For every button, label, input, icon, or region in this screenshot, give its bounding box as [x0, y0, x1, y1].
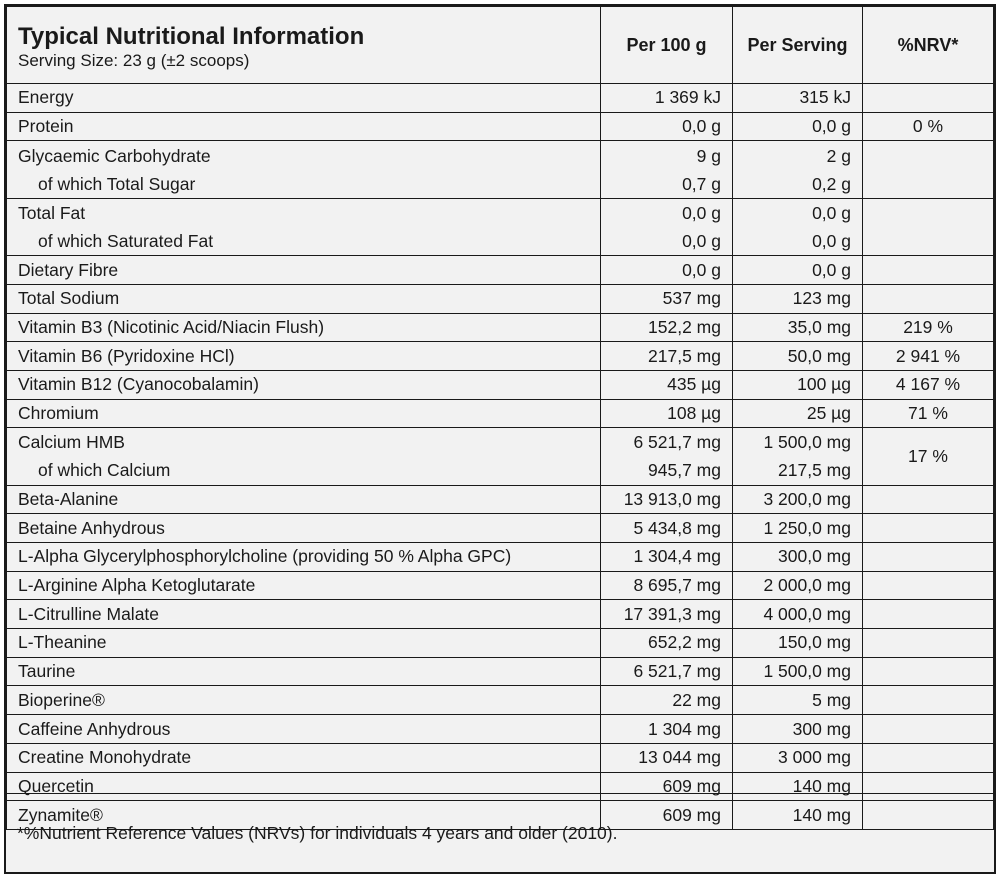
value-per-serving-cell: 2 000,0 mg — [733, 571, 863, 600]
table-row — [7, 370, 994, 399]
value-nrv-cell — [863, 629, 994, 658]
table-row — [7, 600, 994, 629]
value-per-serving-cell: 300,0 mg — [733, 543, 863, 572]
value-per-serving-cell: 140 mg — [733, 772, 863, 801]
table-row — [7, 686, 994, 715]
value-per-100g-cell: 1 369 kJ — [601, 84, 733, 113]
value-per-serving-cell — [733, 198, 863, 255]
nutrient-name-cell: Betaine Anhydrous — [7, 514, 601, 543]
column-header-per-serving: Per Serving — [733, 7, 863, 84]
value-nrv-cell — [863, 485, 994, 514]
value-per-100g-cell: 152,2 mg — [601, 313, 733, 342]
value-per-serving-cell: 1 500,0 mg — [733, 657, 863, 686]
value-per-serving-cell — [733, 141, 863, 198]
table-row — [7, 313, 994, 342]
nutrient-name-sub: of which Total Sugar — [38, 173, 196, 194]
nutrient-name-cell: L-Arginine Alpha Ketoglutarate — [7, 571, 601, 600]
table-row — [7, 428, 994, 485]
value-nrv-cell: 219 % — [863, 313, 994, 342]
column-header-nrv: %NRV* — [863, 7, 994, 84]
value-per-100g-sub: 945,7 mg — [648, 460, 721, 481]
value-nrv-cell — [863, 715, 994, 744]
nutrition-panel — [4, 4, 996, 874]
table-row — [7, 198, 994, 255]
table-row — [7, 543, 994, 572]
nutrient-name-cell — [7, 428, 601, 485]
nutrient-name-cell: Vitamin B6 (Pyridoxine HCl) — [7, 342, 601, 371]
value-per-100g-cell: 17 391,3 mg — [601, 600, 733, 629]
nutrient-name-cell: Bioperine® — [7, 686, 601, 715]
footnote: *%Nutrient Reference Values (NRVs) for individuals 4 years and older (2010). — [6, 794, 994, 873]
nutrient-name-cell: Creatine Monohydrate — [7, 743, 601, 772]
value-per-serving-cell: 0,0 g — [733, 256, 863, 285]
value-per-100g-cell: 22 mg — [601, 686, 733, 715]
value-per-100g-cell: 1 304,4 mg — [601, 543, 733, 572]
value-per-100g-cell: 8 695,7 mg — [601, 571, 733, 600]
value-per-100g-sub: 0,7 g — [682, 173, 721, 194]
nutrient-name-cell: L-Citrulline Malate — [7, 600, 601, 629]
value-nrv-cell: 0 % — [863, 112, 994, 141]
nutrient-name-cell: Vitamin B12 (Cyanocobalamin) — [7, 370, 601, 399]
value-nrv-cell — [863, 600, 994, 629]
nutrient-name: Calcium HMB — [18, 432, 125, 453]
nutrient-name-cell: Zynamite® — [7, 801, 601, 830]
value-nrv-cell — [863, 686, 994, 715]
value-nrv-cell: 71 % — [863, 399, 994, 428]
table-row — [7, 399, 994, 428]
value-per-serving: 2 g — [826, 145, 851, 166]
value-per-100g-cell: 5 434,8 mg — [601, 514, 733, 543]
value-per-serving-cell — [733, 428, 863, 485]
value-nrv-cell — [863, 84, 994, 113]
nutrient-name-sub: of which Saturated Fat — [38, 230, 214, 251]
value-per-100g-cell: 537 mg — [601, 284, 733, 313]
nutrient-name-cell: Total Sodium — [7, 284, 601, 313]
value-nrv-cell — [863, 514, 994, 543]
value-nrv-cell — [863, 428, 994, 485]
serving-size: Serving Size: 23 g (±2 scoops) — [18, 51, 250, 70]
column-header-per-100g: Per 100 g — [601, 7, 733, 84]
value-nrv-cell: 4 167 % — [863, 370, 994, 399]
value-nrv-cell — [863, 543, 994, 572]
table-row — [7, 84, 994, 113]
value-per-100g-cell: 108 µg — [601, 399, 733, 428]
value-per-serving-cell: 0,0 g — [733, 112, 863, 141]
nutrient-name-cell — [7, 198, 601, 255]
value-per-100g: 0,0 g — [682, 202, 721, 223]
nutrient-name-cell — [7, 141, 601, 198]
value-per-100g-cell — [601, 141, 733, 198]
value-nrv-sub: 17 % — [908, 446, 948, 467]
value-per-serving-cell: 1 250,0 mg — [733, 514, 863, 543]
nutrient-name-cell: L-Theanine — [7, 629, 601, 658]
nutrition-table — [6, 6, 994, 830]
table-row — [7, 743, 994, 772]
value-per-100g-cell: 0,0 g — [601, 256, 733, 285]
value-per-serving-cell: 140 mg — [733, 801, 863, 830]
nutrient-name-cell: Protein — [7, 112, 601, 141]
value-nrv-cell — [863, 198, 994, 255]
value-per-serving-cell: 100 µg — [733, 370, 863, 399]
table-row — [7, 657, 994, 686]
title-cell — [7, 7, 601, 84]
value-nrv-cell — [863, 571, 994, 600]
header-row — [7, 7, 994, 84]
value-nrv-cell — [863, 657, 994, 686]
table-row — [7, 485, 994, 514]
value-per-100g: 6 521,7 mg — [633, 432, 721, 453]
table-row — [7, 629, 994, 658]
nutrient-name: Glycaemic Carbohydrate — [18, 145, 211, 166]
value-per-100g-cell: 13 913,0 mg — [601, 485, 733, 514]
nutrient-name-cell: Beta-Alanine — [7, 485, 601, 514]
table-row — [7, 284, 994, 313]
nutrient-name-sub: of which Calcium — [38, 460, 171, 481]
value-per-serving: 1 500,0 mg — [763, 432, 851, 453]
value-per-serving-cell: 5 mg — [733, 686, 863, 715]
value-nrv-cell — [863, 743, 994, 772]
value-per-100g-cell: 609 mg — [601, 801, 733, 830]
nutrient-name: Total Fat — [18, 202, 86, 223]
value-nrv-cell — [863, 256, 994, 285]
value-per-100g: 9 g — [696, 145, 721, 166]
nutrient-name-cell: Caffeine Anhydrous — [7, 715, 601, 744]
value-per-serving-cell: 25 µg — [733, 399, 863, 428]
value-per-serving-sub: 0,2 g — [812, 173, 851, 194]
table-title: Typical Nutritional Information — [18, 23, 365, 50]
value-per-serving-cell: 3 200,0 mg — [733, 485, 863, 514]
value-nrv-cell — [863, 284, 994, 313]
nutrient-name-cell: Energy — [7, 84, 601, 113]
value-per-100g-cell: 13 044 mg — [601, 743, 733, 772]
value-per-100g-sub: 0,0 g — [682, 230, 721, 251]
value-per-100g-cell: 435 µg — [601, 370, 733, 399]
value-per-serving-cell: 4 000,0 mg — [733, 600, 863, 629]
value-per-100g-cell: 609 mg — [601, 772, 733, 801]
value-per-100g-cell — [601, 428, 733, 485]
value-per-100g-cell: 1 304 mg — [601, 715, 733, 744]
value-per-serving-sub: 0,0 g — [812, 230, 851, 251]
value-per-serving-cell: 50,0 mg — [733, 342, 863, 371]
value-per-serving-cell: 35,0 mg — [733, 313, 863, 342]
table-row — [7, 571, 994, 600]
nutrient-name-cell: Dietary Fibre — [7, 256, 601, 285]
nutrient-name-cell: Taurine — [7, 657, 601, 686]
value-per-100g-cell: 217,5 mg — [601, 342, 733, 371]
value-nrv-cell: 2 941 % — [863, 342, 994, 371]
value-per-serving-cell: 315 kJ — [733, 84, 863, 113]
table-row — [7, 112, 994, 141]
footer-table — [6, 793, 994, 872]
value-per-100g-cell: 652,2 mg — [601, 629, 733, 658]
table-row — [7, 715, 994, 744]
table-row — [7, 514, 994, 543]
value-per-serving-cell: 150,0 mg — [733, 629, 863, 658]
nutrient-name-cell: L-Alpha Glycerylphosphorylcholine (providing 50 % Alpha GPC) — [7, 543, 601, 572]
table-row — [7, 342, 994, 371]
value-nrv-cell — [863, 141, 994, 198]
nutrient-name-cell: Chromium — [7, 399, 601, 428]
value-per-serving: 0,0 g — [812, 202, 851, 223]
value-per-100g-cell — [601, 198, 733, 255]
table-row — [7, 141, 994, 198]
nutrient-name-cell: Quercetin — [7, 772, 601, 801]
nutrient-name-cell: Vitamin B3 (Nicotinic Acid/Niacin Flush) — [7, 313, 601, 342]
value-per-serving-sub: 217,5 mg — [778, 460, 851, 481]
value-per-serving-cell: 300 mg — [733, 715, 863, 744]
value-per-serving-cell: 123 mg — [733, 284, 863, 313]
value-per-100g-cell: 0,0 g — [601, 112, 733, 141]
value-per-serving-cell: 3 000 mg — [733, 743, 863, 772]
value-per-100g-cell: 6 521,7 mg — [601, 657, 733, 686]
table-row — [7, 256, 994, 285]
